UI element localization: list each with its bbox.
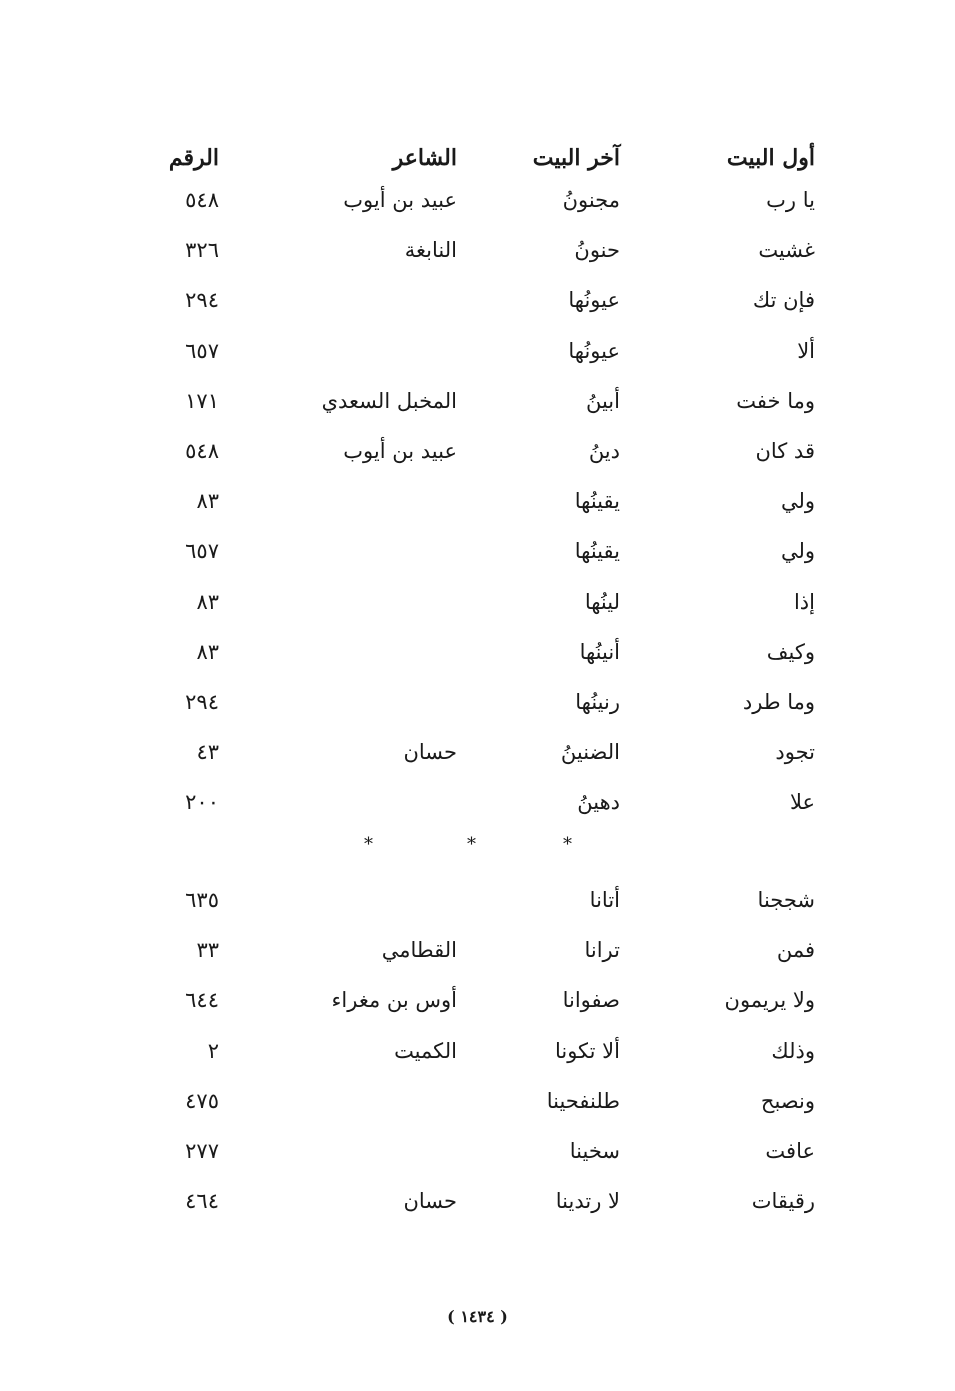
section-separator — [0, 830, 955, 860]
table-row — [0, 1079, 955, 1123]
cell-first-verse: عافت — [765, 1139, 815, 1163]
cell-first-verse: إذا — [793, 589, 815, 614]
cell-poet: عبيد بن أيوب — [343, 439, 457, 463]
cell-first-verse: قد كان — [755, 439, 815, 463]
cell-last-verse: أبينُ — [585, 388, 620, 413]
cell-poet: النابغة — [404, 238, 457, 263]
cell-last-verse: يقينُها — [574, 489, 620, 514]
cell-last-verse: الضنينُ — [560, 740, 620, 765]
table-row — [0, 780, 955, 824]
cell-number: ٤٧٥ — [185, 1088, 219, 1113]
cell-first-verse: فمن — [776, 938, 815, 963]
cell-last-verse: عيونُها — [568, 338, 620, 363]
cell-first-verse: وذلك — [771, 1038, 815, 1063]
cell-last-verse: ألا تكونا — [554, 1038, 620, 1063]
cell-first-verse: علا — [789, 790, 815, 815]
cell-number: ٦٥٧ — [185, 338, 219, 363]
cell-last-verse: عيونُها — [568, 288, 620, 313]
cell-poet — [287, 479, 457, 523]
header-number: الرقم — [168, 145, 219, 171]
cell-poet: أوس بن مغراء — [331, 988, 457, 1013]
page-number: ( ١٤٣٤ ) — [447, 1307, 508, 1326]
cell-number: ٢٩٤ — [185, 288, 219, 313]
cell-poet: المخبل السعدي — [321, 388, 457, 413]
cell-last-verse: دهينُ — [577, 790, 620, 815]
cell-first-verse: يا رب — [766, 188, 815, 212]
cell-last-verse: لينُها — [584, 589, 620, 614]
cell-first-verse: ولي — [780, 489, 815, 514]
cell-number: ١٧١ — [185, 388, 219, 413]
table-row — [0, 278, 955, 322]
cell-poet: حسان — [403, 740, 457, 765]
cell-poet — [287, 278, 457, 322]
cell-number: ٥٤٨ — [185, 439, 219, 463]
cell-poet — [287, 580, 457, 624]
cell-last-verse: دينُ — [588, 439, 620, 463]
cell-poet: حسان — [403, 1189, 457, 1214]
table-row — [0, 928, 955, 972]
cell-first-verse: فإن تك — [752, 288, 815, 313]
cell-number: ٤٦٤ — [185, 1189, 219, 1214]
cell-poet: القطامي — [381, 938, 457, 963]
cell-first-verse: ألا — [797, 338, 815, 363]
cell-first-verse: ولا يريمون — [724, 988, 815, 1013]
header-first-verse: أول البيت — [726, 145, 815, 171]
cell-poet — [287, 1079, 457, 1123]
cell-poet — [287, 780, 457, 824]
table-row — [0, 878, 955, 922]
cell-last-verse: صفوانا — [562, 988, 620, 1013]
cell-last-verse: أتانا — [589, 888, 620, 912]
cell-first-verse: غشيت — [758, 238, 815, 263]
cell-last-verse: سخينا — [569, 1139, 620, 1163]
cell-first-verse: ولي — [780, 539, 815, 564]
cell-number: ٣٣ — [196, 938, 219, 963]
table-row — [0, 178, 955, 222]
table-row — [0, 1029, 955, 1073]
cell-poet: عبيد بن أيوب — [343, 188, 457, 212]
cell-number: ٢ — [207, 1038, 219, 1063]
cell-number: ٣٢٦ — [185, 238, 219, 263]
table-row — [0, 529, 955, 573]
cell-last-verse: أنينُها — [579, 639, 620, 664]
cell-last-verse: طلنفحينا — [546, 1088, 620, 1113]
cell-last-verse: لا رتدينا — [555, 1189, 620, 1214]
cell-number: ٦٣٥ — [185, 888, 219, 912]
separator-star: * — [364, 834, 373, 855]
cell-poet — [287, 680, 457, 724]
table-row — [0, 228, 955, 272]
table-row — [0, 1129, 955, 1173]
table-row — [0, 680, 955, 724]
table-row — [0, 580, 955, 624]
header-poet: الشاعر — [392, 145, 457, 171]
cell-number: ٦٥٧ — [185, 539, 219, 564]
table-row — [0, 1179, 955, 1223]
cell-poet: الكميت — [394, 1038, 457, 1063]
cell-number: ٥٤٨ — [185, 188, 219, 212]
cell-number: ٦٤٤ — [185, 988, 219, 1013]
table-row — [0, 730, 955, 774]
table-row — [0, 429, 955, 473]
cell-number: ٨٣ — [196, 489, 219, 514]
table-row — [0, 379, 955, 423]
cell-first-verse: وما طرد — [742, 690, 815, 714]
table-header — [0, 136, 955, 180]
cell-number: ٨٣ — [196, 589, 219, 614]
cell-first-verse: رقيقات — [751, 1189, 815, 1214]
header-last-verse: آخر البيت — [532, 145, 620, 171]
table-row — [0, 329, 955, 373]
cell-poet — [287, 878, 457, 922]
cell-number: ٤٣ — [196, 740, 219, 765]
cell-poet — [287, 329, 457, 373]
cell-first-verse: وكيف — [766, 639, 815, 664]
table-row — [0, 479, 955, 523]
cell-poet — [287, 1129, 457, 1173]
cell-last-verse: مجنونُ — [562, 188, 620, 212]
separator-star: * — [563, 834, 572, 855]
cell-last-verse: حنونُ — [574, 238, 620, 263]
cell-first-verse: ونصبح — [760, 1088, 815, 1113]
cell-number: ٢٧٧ — [185, 1139, 219, 1163]
cell-first-verse: وما خفت — [736, 388, 815, 413]
cell-first-verse: تجود — [775, 740, 815, 765]
cell-last-verse: يقينُها — [574, 539, 620, 564]
cell-number: ٨٣ — [196, 639, 219, 664]
cell-number: ٢٠٠ — [185, 790, 219, 815]
cell-first-verse: شججنا — [757, 888, 815, 912]
separator-star: * — [467, 834, 476, 855]
table-row — [0, 978, 955, 1022]
cell-last-verse: ترانا — [584, 938, 620, 963]
cell-last-verse: رنينُها — [575, 690, 620, 714]
cell-poet — [287, 529, 457, 573]
cell-number: ٢٩٤ — [185, 690, 219, 714]
cell-poet — [287, 630, 457, 674]
table-row — [0, 630, 955, 674]
